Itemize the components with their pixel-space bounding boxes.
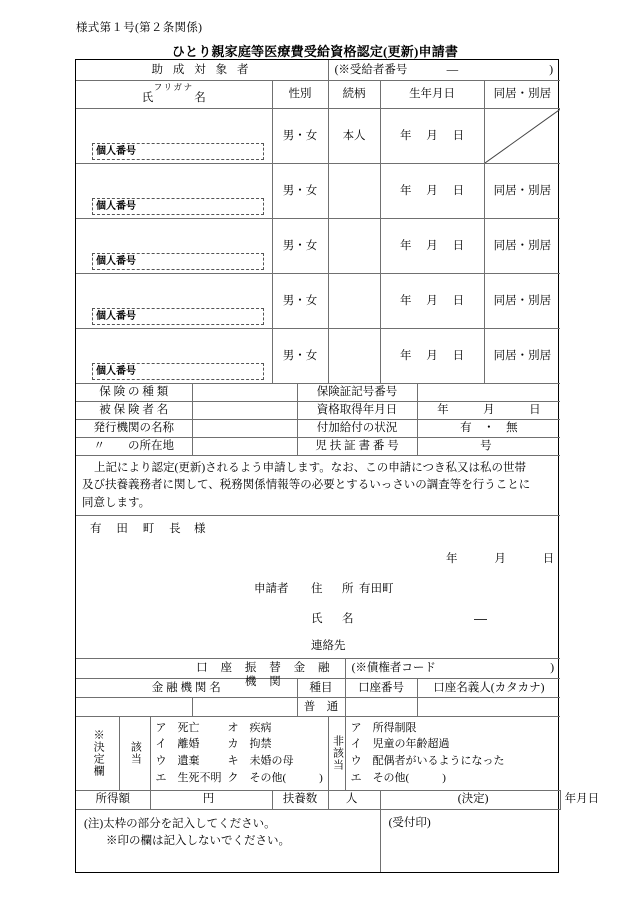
income-amount-label: 所得額	[76, 790, 150, 809]
furigana-header: フリガナ	[153, 82, 194, 92]
applicant-block	[76, 515, 560, 658]
person-name-cell[interactable]	[76, 109, 272, 164]
bank-section-title: 口 座 振 替 金 融 機 関	[196, 661, 335, 689]
income-row	[76, 790, 560, 809]
decision-date-label: (決定)	[380, 790, 560, 809]
footer-row	[76, 809, 560, 872]
relation-cell[interactable]	[328, 274, 380, 329]
day-label: 日	[452, 129, 465, 142]
insurance-row	[76, 384, 560, 402]
list-item	[228, 753, 323, 770]
day-label: 日	[452, 184, 465, 197]
person-name-cell[interactable]	[76, 219, 272, 274]
relation-cell[interactable]	[328, 329, 380, 384]
residence-cell[interactable]: 同居・別居	[484, 219, 560, 274]
recipient-number-dash: —	[446, 63, 459, 76]
birthdate-cell[interactable]	[380, 219, 484, 274]
reason-mark: ア	[350, 721, 362, 734]
eligible-reasons-column-2	[228, 720, 329, 787]
address-label: 住 所	[311, 582, 358, 595]
person-table-header-row	[76, 81, 560, 109]
note-line-1: (注)太枠の部分を記入してください。	[84, 817, 276, 830]
year-label: 年	[399, 239, 412, 252]
ineligible-reasons-column	[351, 720, 511, 787]
reason-text: 児童の年齢超過	[372, 738, 450, 751]
acquisition-date-value[interactable]: 年 月 日	[417, 402, 560, 420]
mynumber-field[interactable]: 個人番号	[92, 308, 264, 325]
addressee-honorific: 様	[194, 522, 206, 535]
ineligible-label-cell	[328, 716, 345, 790]
residence-cell[interactable]: 同居・別居	[484, 329, 560, 384]
account-number-input[interactable]	[345, 697, 417, 716]
target-person-label: 助 成 対 象 者	[151, 63, 253, 76]
relation-column-header: 続柄	[328, 81, 380, 109]
statement-line-2: 及び扶養義務者に関して、税務関係情報等の必要とするいっさいの調査等を行うことに	[82, 479, 531, 492]
table-row	[76, 164, 560, 219]
dependents-count-input[interactable]: 人	[328, 790, 380, 809]
bank-value-row	[76, 697, 560, 716]
reason-mark: ウ	[350, 755, 362, 768]
day-label: 日	[542, 552, 555, 565]
eligible-label: 該当	[129, 741, 142, 766]
mynumber-field[interactable]: 個人番号	[92, 198, 264, 215]
contact-label: 連絡先	[311, 639, 346, 652]
gender-cell[interactable]: 男・女	[272, 274, 328, 329]
eligible-reasons-column-1	[156, 720, 228, 787]
reason-mark: イ	[155, 738, 167, 751]
insurance-row	[76, 402, 560, 420]
month-label: 月	[494, 552, 506, 565]
table-row	[76, 219, 560, 274]
reason-text: 遺棄	[177, 755, 200, 768]
decision-box-label-cell	[76, 716, 119, 790]
list-item	[156, 720, 222, 737]
name-header: 氏 名	[141, 92, 212, 104]
note-line-2: ※印の欄は記入しないでください。	[106, 834, 290, 847]
mynumber-field[interactable]: 個人番号	[92, 363, 264, 380]
day-label: 日	[452, 349, 465, 362]
income-amount-input[interactable]: 円	[150, 790, 272, 809]
reason-text: 疾病	[249, 721, 272, 734]
insurance-type-label: 保 険 の 種 類	[76, 384, 192, 402]
decision-row	[76, 716, 560, 790]
gender-cell[interactable]: 男・女	[272, 109, 328, 164]
reason-text: 拘禁	[249, 738, 272, 751]
insurance-row	[76, 438, 560, 456]
target-person-header	[76, 60, 328, 81]
day-label: 日	[452, 239, 465, 252]
issuer-name-value[interactable]	[192, 420, 297, 438]
reason-text: 離婚	[177, 738, 200, 751]
reason-text: 未婚の母	[249, 755, 294, 768]
decision-box-label: ※決定欄	[92, 729, 105, 778]
list-item	[228, 720, 323, 737]
birthdate-cell[interactable]	[380, 164, 484, 219]
ineligible-reasons-cell[interactable]	[345, 716, 560, 790]
month-label: 月	[426, 184, 438, 197]
person-name-cell[interactable]	[76, 329, 272, 384]
year-label: 年	[399, 129, 412, 142]
receipt-stamp-label: (受付印)	[388, 816, 431, 829]
statement-line-3: 同意します。	[82, 496, 151, 509]
birthdate-cell[interactable]	[380, 109, 484, 164]
supplementary-benefit-value[interactable]: 有 ・ 無	[417, 420, 560, 438]
person-name-cell[interactable]	[76, 164, 272, 219]
day-label: 日	[587, 793, 600, 806]
application-date[interactable]	[446, 552, 554, 566]
applicant-name-label: 氏 名	[311, 612, 358, 625]
seal-mark-icon	[474, 619, 487, 620]
relation-cell[interactable]	[328, 164, 380, 219]
reason-text: 死亡	[177, 721, 200, 734]
recipient-header-row	[76, 60, 560, 81]
reason-mark: キ	[227, 755, 239, 768]
list-item	[351, 753, 505, 770]
account-holder-input[interactable]	[417, 697, 560, 716]
gender-cell[interactable]: 男・女	[272, 164, 328, 219]
list-item	[351, 736, 505, 753]
bank-section-header-row	[76, 658, 560, 678]
table-row	[76, 329, 560, 384]
insurance-type-value[interactable]	[192, 384, 297, 402]
year-label: 年	[446, 552, 458, 565]
ineligible-label: 非該当	[331, 735, 344, 772]
creditor-code-label: (※債権者コード	[351, 661, 436, 674]
reason-text: その他( )	[249, 771, 323, 784]
reason-mark: カ	[227, 738, 239, 751]
year-label: 年	[399, 349, 412, 362]
list-item	[351, 720, 505, 737]
address-value[interactable]: 有田町	[359, 582, 394, 595]
birthdate-cell[interactable]	[380, 329, 484, 384]
reason-mark: イ	[350, 738, 362, 751]
reason-mark: ウ	[155, 755, 167, 768]
addressee-row	[76, 515, 560, 658]
addressee-mayor: 有 田 町 長	[90, 522, 187, 535]
dependents-label: 扶養数	[272, 790, 328, 809]
residence-column-header: 同居・別居	[484, 81, 560, 109]
mynumber-field[interactable]: 個人番号	[92, 253, 264, 270]
creditor-code-close-paren: )	[550, 661, 555, 674]
year-label: 年	[564, 793, 577, 806]
form-number: 様式第１号(第２条関係)	[76, 22, 203, 34]
list-item	[351, 770, 505, 787]
gender-column-header: 性別	[272, 81, 328, 109]
applicant-label: 申請者	[254, 582, 289, 595]
reason-text: 生死不明	[177, 771, 222, 784]
issuer-address-label: 〃 の所在地	[76, 438, 192, 456]
account-type-value[interactable]: 普 通	[297, 697, 345, 716]
year-label: 年	[399, 294, 412, 307]
birthdate-cell[interactable]	[380, 274, 484, 329]
insurance-cert-number-label: 保険証記号番号	[297, 384, 417, 402]
list-item	[228, 770, 323, 787]
main-form-frame	[75, 59, 600, 873]
account-type-header: 種目	[297, 678, 345, 697]
consent-statement	[76, 456, 560, 516]
statement-line-1: 上記により認定(更新)されるよう申請します。なお、この申請につき私又は私の世帯	[94, 462, 527, 474]
reason-text: 所得制限	[372, 721, 417, 734]
month-label: 月	[426, 239, 438, 252]
gender-cell[interactable]: 男・女	[272, 219, 328, 274]
list-item	[156, 753, 222, 770]
day-label: 日	[452, 294, 465, 307]
reason-mark: オ	[227, 721, 239, 734]
recipient-number-header	[328, 60, 560, 81]
residence-cell[interactable]	[484, 109, 560, 164]
reason-mark: エ	[350, 771, 362, 784]
account-holder-header: 口座名義人(カタカナ)	[417, 678, 560, 697]
month-label: 月	[426, 294, 438, 307]
insured-name-label: 被 保 険 者 名	[76, 402, 192, 420]
month-label: 月	[426, 129, 438, 142]
statement-row	[76, 456, 560, 516]
list-item	[228, 736, 323, 753]
gender-cell[interactable]: 男・女	[272, 329, 328, 384]
child-support-cert-value[interactable]: 号	[417, 438, 560, 456]
account-number-header: 口座番号	[345, 678, 417, 697]
birthdate-column-header: 生年月日	[380, 81, 484, 109]
bank-institution-name-input[interactable]	[76, 697, 192, 716]
mynumber-field[interactable]: 個人番号	[92, 143, 264, 160]
table-row	[76, 109, 560, 164]
supplementary-benefit-label: 付加給付の状況	[297, 420, 417, 438]
reason-mark: ア	[155, 721, 167, 734]
year-label: 年	[399, 184, 412, 197]
name-column-header	[76, 81, 272, 109]
issuer-name-label: 発行機関の名称	[76, 420, 192, 438]
creditor-code-cell	[345, 658, 560, 678]
insured-name-value[interactable]	[192, 402, 297, 420]
reason-text: 配偶者がいるようになった	[372, 755, 505, 768]
recipient-number-label: (※受給者番号	[334, 63, 408, 76]
list-item	[156, 736, 222, 753]
bank-branch-name-input[interactable]	[192, 697, 297, 716]
relation-cell[interactable]	[328, 219, 380, 274]
person-name-cell[interactable]	[76, 274, 272, 329]
recipient-number-close-paren: )	[549, 63, 554, 76]
page-title: ひとり親家庭等医療費受給資格認定(更新)申請書	[171, 44, 459, 59]
child-support-cert-label: 児 扶 証 書 番 号	[297, 438, 417, 456]
residence-cell[interactable]: 同居・別居	[484, 164, 560, 219]
list-item	[156, 770, 222, 787]
residence-cell[interactable]: 同居・別居	[484, 274, 560, 329]
diagonal-strike-icon	[485, 109, 561, 163]
relation-cell[interactable]: 本人	[328, 109, 380, 164]
reason-mark: ク	[227, 771, 239, 784]
acquisition-date-label: 資格取得年月日	[297, 402, 417, 420]
table-row	[76, 274, 560, 329]
month-label: 月	[576, 793, 588, 806]
reason-text: その他( )	[372, 771, 446, 784]
form-table	[76, 60, 600, 872]
receipt-stamp-cell[interactable]	[380, 809, 560, 872]
notes-cell	[76, 809, 380, 872]
issuer-address-value[interactable]	[192, 438, 297, 456]
eligible-label-cell	[119, 716, 150, 790]
bank-institution-header: 金 融 機 関 名	[76, 678, 297, 697]
reason-mark: エ	[155, 771, 167, 784]
insurance-cert-number-value[interactable]	[417, 384, 560, 402]
month-label: 月	[426, 349, 438, 362]
insurance-row	[76, 420, 560, 438]
eligible-reasons-cell[interactable]	[150, 716, 328, 790]
